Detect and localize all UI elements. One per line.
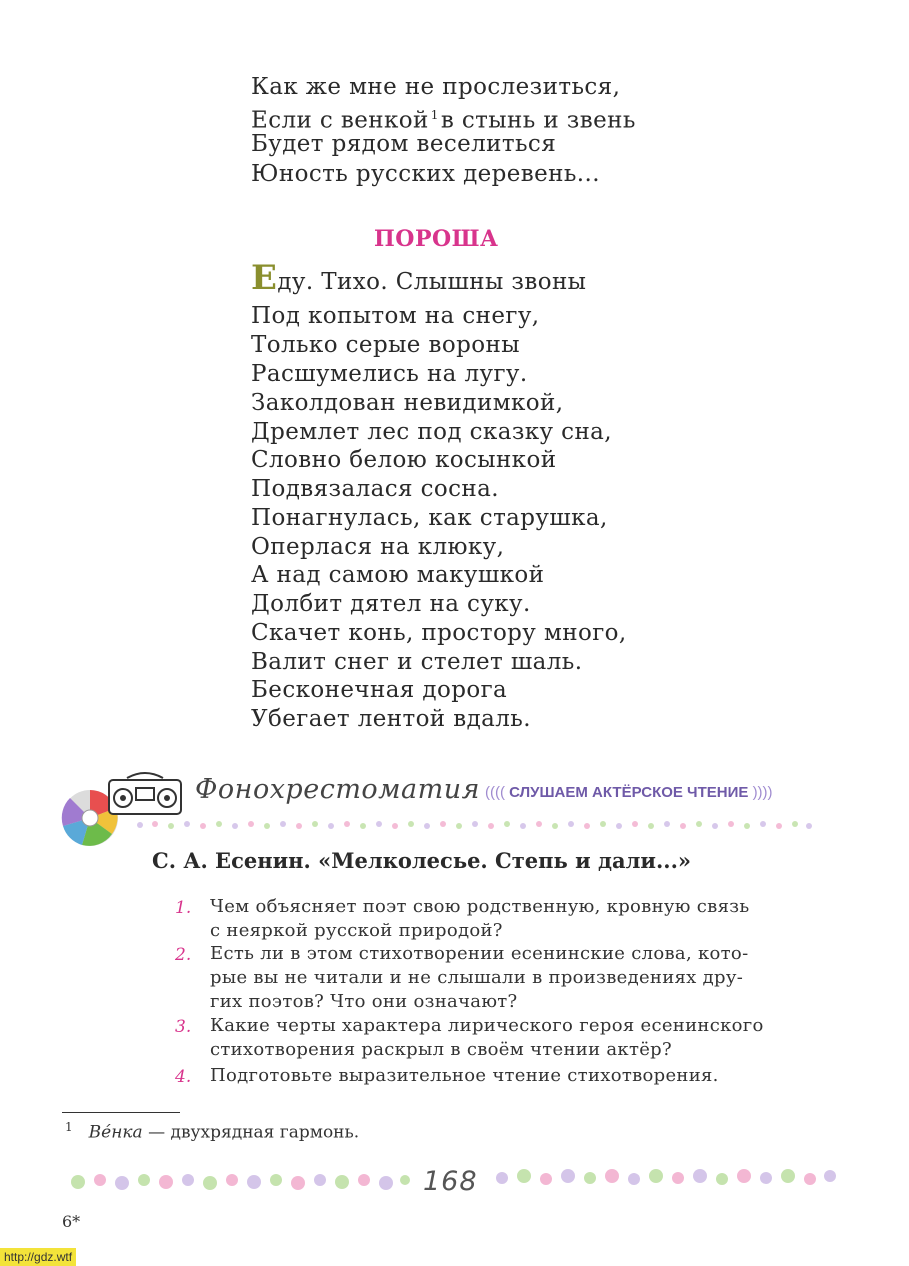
poem-line: Подвязалася сосна. xyxy=(251,476,499,502)
question-number: 3. xyxy=(175,1017,192,1037)
question-number: 4. xyxy=(175,1067,192,1087)
question-number: 2. xyxy=(175,945,192,965)
footnote-mark: 1 xyxy=(65,1120,73,1134)
banner-title: Фонохрестоматия xyxy=(195,774,481,805)
poem-line: Как же мне не прослезиться, xyxy=(251,74,621,100)
banner-subtitle xyxy=(485,784,773,801)
sound-wave-left-icon: (((( xyxy=(485,784,505,801)
footnote xyxy=(65,1120,359,1143)
poem-text: Если с венкой xyxy=(251,107,429,134)
poem-line: А над самою макушкой xyxy=(251,562,545,588)
boombox-icon xyxy=(105,768,185,818)
question-line: Подготовьте выразительное чтение стихотворения. xyxy=(210,1065,719,1086)
poem-text: ду. Тихо. Слышны звоны xyxy=(277,269,587,295)
question-line: гих поэтов? Что они означают? xyxy=(210,991,518,1012)
poem-title: ПОРОША xyxy=(374,226,499,252)
poem-line: Понагнулась, как старушка, xyxy=(251,505,608,531)
poem-line: Долбит дятел на суку. xyxy=(251,591,531,617)
poem-line: Дремлет лес под сказку сна, xyxy=(251,419,613,445)
footnote-rule xyxy=(62,1112,180,1113)
footnote-ref[interactable]: 1 xyxy=(430,108,439,122)
poem-line: Расшумелись на лугу. xyxy=(251,361,528,387)
poem-line: Юность русских деревень... xyxy=(251,161,600,187)
watermark-link[interactable]: http://gdz.wtf xyxy=(0,1248,76,1266)
poem-line: Под копытом на снегу, xyxy=(251,303,540,329)
footer-dots-left xyxy=(68,1166,413,1196)
poem-first-line xyxy=(251,258,587,298)
poem-text: в стынь и звень xyxy=(440,107,636,134)
question-line: Какие черты характера лирического героя есенинского xyxy=(210,1015,764,1036)
drop-cap: Е xyxy=(251,258,278,298)
poem-line: Скачет конь, простору много, xyxy=(251,620,627,646)
question-line: Есть ли в этом стихотворении есенинские слова, кото- xyxy=(210,943,749,964)
poem-line: Словно белою косынкой xyxy=(251,447,557,473)
section-heading: С. А. Есенин. «Мелколесье. Степь и дали...» xyxy=(152,848,692,873)
poem-line: Убегает лентой вдаль. xyxy=(251,706,531,732)
poem-line: Бесконечная дорога xyxy=(251,677,508,703)
poem-line: Будет рядом веселиться xyxy=(251,131,557,157)
decorative-dots-divider xyxy=(135,818,815,832)
poem-line: Валит снег и стелет шаль. xyxy=(251,649,583,675)
poem-line: Только серые вороны xyxy=(251,332,520,358)
page-number: 168 xyxy=(423,1166,478,1197)
footer-dots-right xyxy=(494,1162,839,1192)
question-line: Чем объясняет поэт свою родственную, кровную связь xyxy=(210,896,750,917)
question-line: стихотворения раскрыл в своём чтении актёр? xyxy=(210,1039,672,1060)
question-line: рые вы не читали и не слышали в произведениях дру- xyxy=(210,967,744,988)
sheet-mark: 6* xyxy=(62,1212,81,1231)
sound-wave-right-icon: )))) xyxy=(752,784,773,801)
banner-subtitle-text: СЛУШАЕМ АКТЁРСКОЕ ЧТЕНИЕ xyxy=(509,784,749,801)
phonochrestomathy-banner xyxy=(60,768,840,848)
footnote-term: Ве́нка xyxy=(88,1122,143,1143)
footnote-definition: — двухрядная гармонь. xyxy=(142,1122,360,1143)
poem-line: Заколдован невидимкой, xyxy=(251,390,564,416)
question-number: 1. xyxy=(175,898,192,918)
question-line: с неяркой русской природой? xyxy=(210,920,503,941)
poem-line: Оперлася на клюку, xyxy=(251,534,505,560)
